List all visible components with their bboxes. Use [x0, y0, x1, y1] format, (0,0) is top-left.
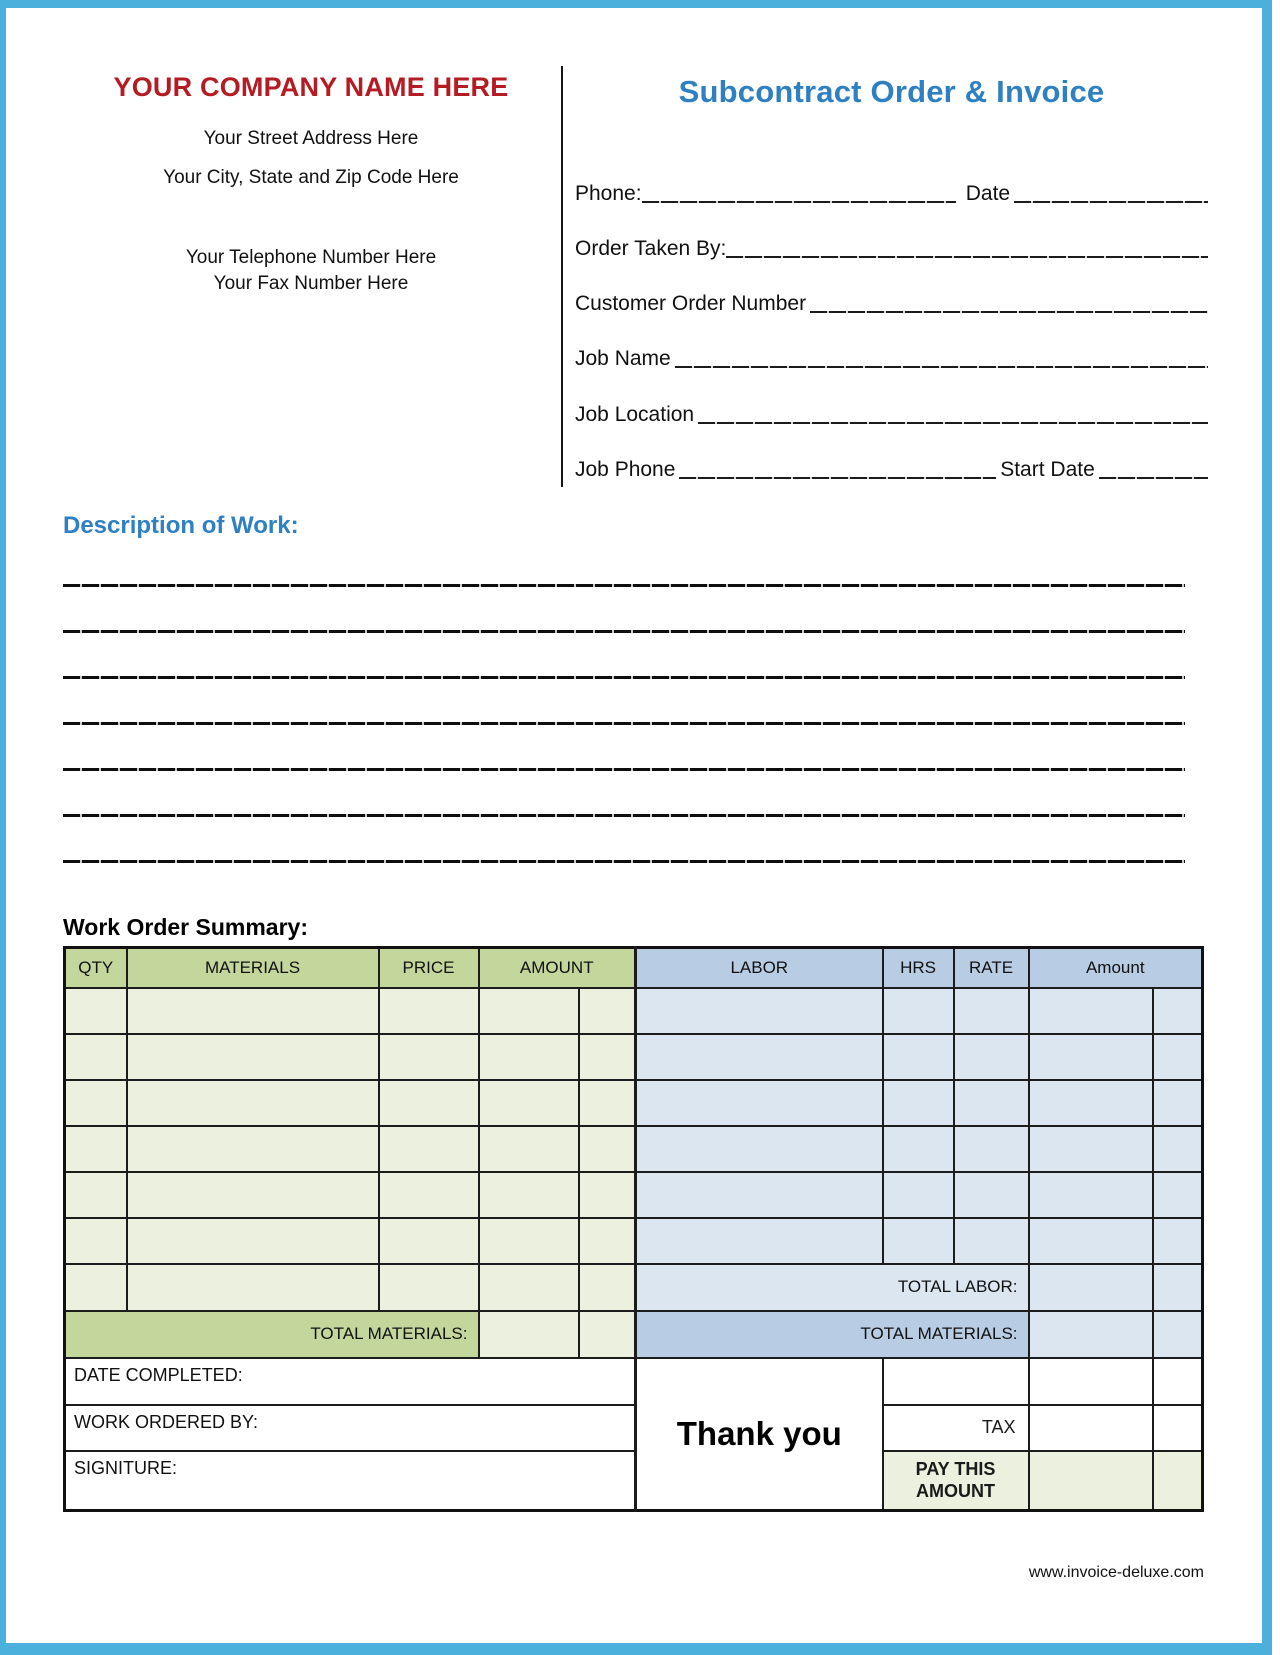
qty-header: QTY	[65, 948, 127, 988]
description-line[interactable]	[63, 676, 1185, 679]
total-labor-row	[65, 1264, 1203, 1311]
rate-cell[interactable]	[954, 1218, 1029, 1264]
total-labor-amount-cell[interactable]	[1029, 1264, 1153, 1311]
price-cell[interactable]	[379, 1126, 479, 1172]
materials-cell[interactable]	[127, 988, 379, 1034]
blank-entry-row	[65, 1218, 1203, 1264]
rate-cell[interactable]	[954, 1034, 1029, 1080]
qty-cell[interactable]	[65, 1172, 127, 1218]
date-completed-row	[65, 1358, 1203, 1405]
amount-labor-cents-cell[interactable]	[1153, 988, 1203, 1034]
amount-materials-cents-cell[interactable]	[579, 1126, 636, 1172]
hrs-header: HRS	[883, 948, 954, 988]
pay-this-cents-cell[interactable]	[1153, 1451, 1203, 1511]
blank-entry-row	[65, 1126, 1203, 1172]
description-line[interactable]	[63, 814, 1185, 817]
amount-materials-header: AMOUNT	[479, 948, 636, 988]
qty-cell[interactable]	[65, 1218, 127, 1264]
amount-labor-cell[interactable]	[1029, 1218, 1153, 1264]
tax-label: TAX	[883, 1405, 1029, 1451]
order-taken-by-input-line[interactable]	[726, 256, 1208, 258]
job-name-input-line[interactable]	[675, 366, 1208, 368]
job-location-input-line[interactable]	[698, 422, 1208, 424]
customer-order-number-label: Customer Order Number	[575, 292, 807, 315]
description-line[interactable]	[63, 584, 1185, 587]
work-order-summary-table	[63, 946, 1204, 1512]
signiture-label[interactable]: SIGNITURE:	[65, 1451, 636, 1511]
tax-amount-cell[interactable]	[1029, 1405, 1153, 1451]
hrs-cell[interactable]	[883, 988, 954, 1034]
blank-entry-row	[65, 988, 1203, 1034]
amount-labor-cell[interactable]	[1029, 988, 1153, 1034]
company-fax: Your Fax Number Here	[213, 273, 409, 294]
pay-this-amount-cell[interactable]	[1029, 1451, 1153, 1511]
labor-cell[interactable]	[636, 1034, 883, 1080]
customer-order-number-input-line[interactable]	[810, 311, 1208, 313]
qty-cell[interactable]	[65, 988, 127, 1034]
amount-materials-cents-cell[interactable]	[579, 1080, 636, 1126]
hrs-cell[interactable]	[883, 1080, 954, 1126]
total-labor-label: TOTAL LABOR:	[636, 1264, 1029, 1311]
subtotal-cents-cell[interactable]	[1153, 1358, 1203, 1405]
description-line[interactable]	[63, 768, 1185, 771]
hrs-cell[interactable]	[883, 1126, 954, 1172]
price-cell[interactable]	[379, 1172, 479, 1218]
pay-this-amount-label: PAY THIS AMOUNT	[883, 1451, 1029, 1511]
phone-input-line[interactable]	[642, 201, 956, 203]
blank-entry-row	[65, 1080, 1203, 1126]
hrs-cell[interactable]	[883, 1172, 954, 1218]
amount-materials-cell[interactable]	[479, 1172, 579, 1218]
amount-labor-cents-cell[interactable]	[1153, 1218, 1203, 1264]
description-write-in-lines[interactable]	[63, 584, 1185, 863]
hrs-cell[interactable]	[883, 1034, 954, 1080]
order-taken-by-row	[575, 231, 1208, 259]
customer-order-number-row	[575, 286, 1208, 314]
job-name-row	[575, 341, 1208, 369]
amount-materials-cell[interactable]	[479, 1126, 579, 1172]
price-header: PRICE	[379, 948, 479, 988]
labor-cell[interactable]	[636, 1218, 883, 1264]
materials-cell[interactable]	[127, 1034, 379, 1080]
labor-cell[interactable]	[636, 1172, 883, 1218]
start-date-label: Start Date	[1000, 458, 1095, 481]
amount-materials-cents-cell[interactable]	[579, 1218, 636, 1264]
total-materials-cents-cell[interactable]	[579, 1311, 636, 1358]
table-header-row	[65, 948, 1203, 988]
amount-materials-cell[interactable]	[479, 988, 579, 1034]
start-date-input-line[interactable]	[1099, 477, 1208, 479]
price-cell[interactable]	[379, 1218, 479, 1264]
work-ordered-by-row	[65, 1405, 1203, 1451]
date-completed-label[interactable]: DATE COMPLETED:	[65, 1358, 636, 1405]
qty-cell[interactable]	[65, 1264, 127, 1311]
total-materials-left-label: TOTAL MATERIALS:	[65, 1311, 479, 1358]
job-name-label: Job Name	[575, 347, 671, 370]
amount-labor-cents-cell[interactable]	[1153, 1080, 1203, 1126]
amount-labor-cell[interactable]	[1029, 1172, 1153, 1218]
materials-cell[interactable]	[127, 1218, 379, 1264]
amount-labor-cents-cell[interactable]	[1153, 1034, 1203, 1080]
labor-cell[interactable]	[636, 1080, 883, 1126]
form-title: Subcontract Order & Invoice	[678, 74, 1105, 109]
amount-materials-cell[interactable]	[479, 1080, 579, 1126]
amount-materials-cell[interactable]	[479, 1264, 579, 1311]
company-city-state-zip: Your City, State and Zip Code Here	[163, 167, 459, 188]
job-location-label: Job Location	[575, 403, 695, 426]
qty-cell[interactable]	[65, 1126, 127, 1172]
job-phone-label: Job Phone	[575, 458, 676, 481]
amount-labor-cell[interactable]	[1029, 1080, 1153, 1126]
materials-cell[interactable]	[127, 1264, 379, 1311]
materials-cell[interactable]	[127, 1126, 379, 1172]
subtotal-label-cell[interactable]	[883, 1358, 1029, 1405]
blank-entry-row	[65, 1172, 1203, 1218]
job-location-row	[575, 397, 1208, 425]
total-materials-right-amount-cell[interactable]	[1029, 1311, 1153, 1358]
total-labor-cents-cell[interactable]	[1153, 1264, 1203, 1311]
description-line[interactable]	[63, 630, 1185, 633]
company-street: Your Street Address Here	[203, 128, 419, 149]
rate-cell[interactable]	[954, 988, 1029, 1034]
labor-header: LABOR	[636, 948, 883, 988]
amount-materials-cell[interactable]	[479, 1034, 579, 1080]
amount-labor-header: Amount	[1029, 948, 1203, 988]
total-materials-right-cents-cell[interactable]	[1153, 1311, 1203, 1358]
phone-date-row	[575, 176, 1208, 204]
tax-cents-cell[interactable]	[1153, 1405, 1203, 1451]
labor-cell[interactable]	[636, 988, 883, 1034]
description-of-work-heading: Description of Work:	[63, 512, 299, 539]
rate-cell[interactable]	[954, 1172, 1029, 1218]
amount-materials-cents-cell[interactable]	[579, 1034, 636, 1080]
price-cell[interactable]	[379, 988, 479, 1034]
total-materials-right-label: TOTAL MATERIALS:	[636, 1311, 1029, 1358]
amount-labor-cell[interactable]	[1029, 1126, 1153, 1172]
description-line[interactable]	[63, 722, 1185, 725]
phone-label: Phone:	[575, 182, 642, 205]
amount-labor-cents-cell[interactable]	[1153, 1126, 1203, 1172]
signiture-row	[65, 1451, 1203, 1511]
price-cell[interactable]	[379, 1034, 479, 1080]
total-materials-amount-cell[interactable]	[479, 1311, 579, 1358]
hrs-cell[interactable]	[883, 1218, 954, 1264]
price-cell[interactable]	[379, 1080, 479, 1126]
date-input-line[interactable]	[1014, 201, 1208, 203]
job-phone-input-line[interactable]	[679, 477, 996, 479]
rate-cell[interactable]	[954, 1126, 1029, 1172]
qty-cell[interactable]	[65, 1034, 127, 1080]
price-cell[interactable]	[379, 1264, 479, 1311]
rate-header: RATE	[954, 948, 1029, 988]
rate-cell[interactable]	[954, 1080, 1029, 1126]
amount-materials-cents-cell[interactable]	[579, 1264, 636, 1311]
blank-entry-row	[65, 1034, 1203, 1080]
materials-cell[interactable]	[127, 1080, 379, 1126]
company-telephone: Your Telephone Number Here	[185, 247, 437, 268]
amount-materials-cents-cell[interactable]	[579, 988, 636, 1034]
work-order-summary-heading: Work Order Summary:	[63, 914, 308, 940]
description-line[interactable]	[63, 860, 1185, 863]
thank-you-message: Thank you	[636, 1358, 883, 1511]
qty-cell[interactable]	[65, 1080, 127, 1126]
materials-header: MATERIALS	[127, 948, 379, 988]
date-label: Date	[965, 182, 1011, 205]
labor-cell[interactable]	[636, 1126, 883, 1172]
materials-cell[interactable]	[127, 1172, 379, 1218]
order-taken-by-label: Order Taken By:	[575, 237, 727, 260]
total-materials-row	[65, 1311, 1203, 1358]
amount-labor-cents-cell[interactable]	[1153, 1172, 1203, 1218]
amount-materials-cell[interactable]	[479, 1218, 579, 1264]
amount-materials-cents-cell[interactable]	[579, 1172, 636, 1218]
website-url: www.invoice-deluxe.com	[1028, 1564, 1204, 1581]
header-divider	[561, 66, 563, 487]
job-phone-start-date-row	[575, 452, 1208, 480]
amount-labor-cell[interactable]	[1029, 1034, 1153, 1080]
company-name: YOUR COMPANY NAME HERE	[113, 72, 509, 102]
work-ordered-by-label[interactable]: WORK ORDERED BY:	[65, 1405, 636, 1451]
subtotal-amount-cell[interactable]	[1029, 1358, 1153, 1405]
